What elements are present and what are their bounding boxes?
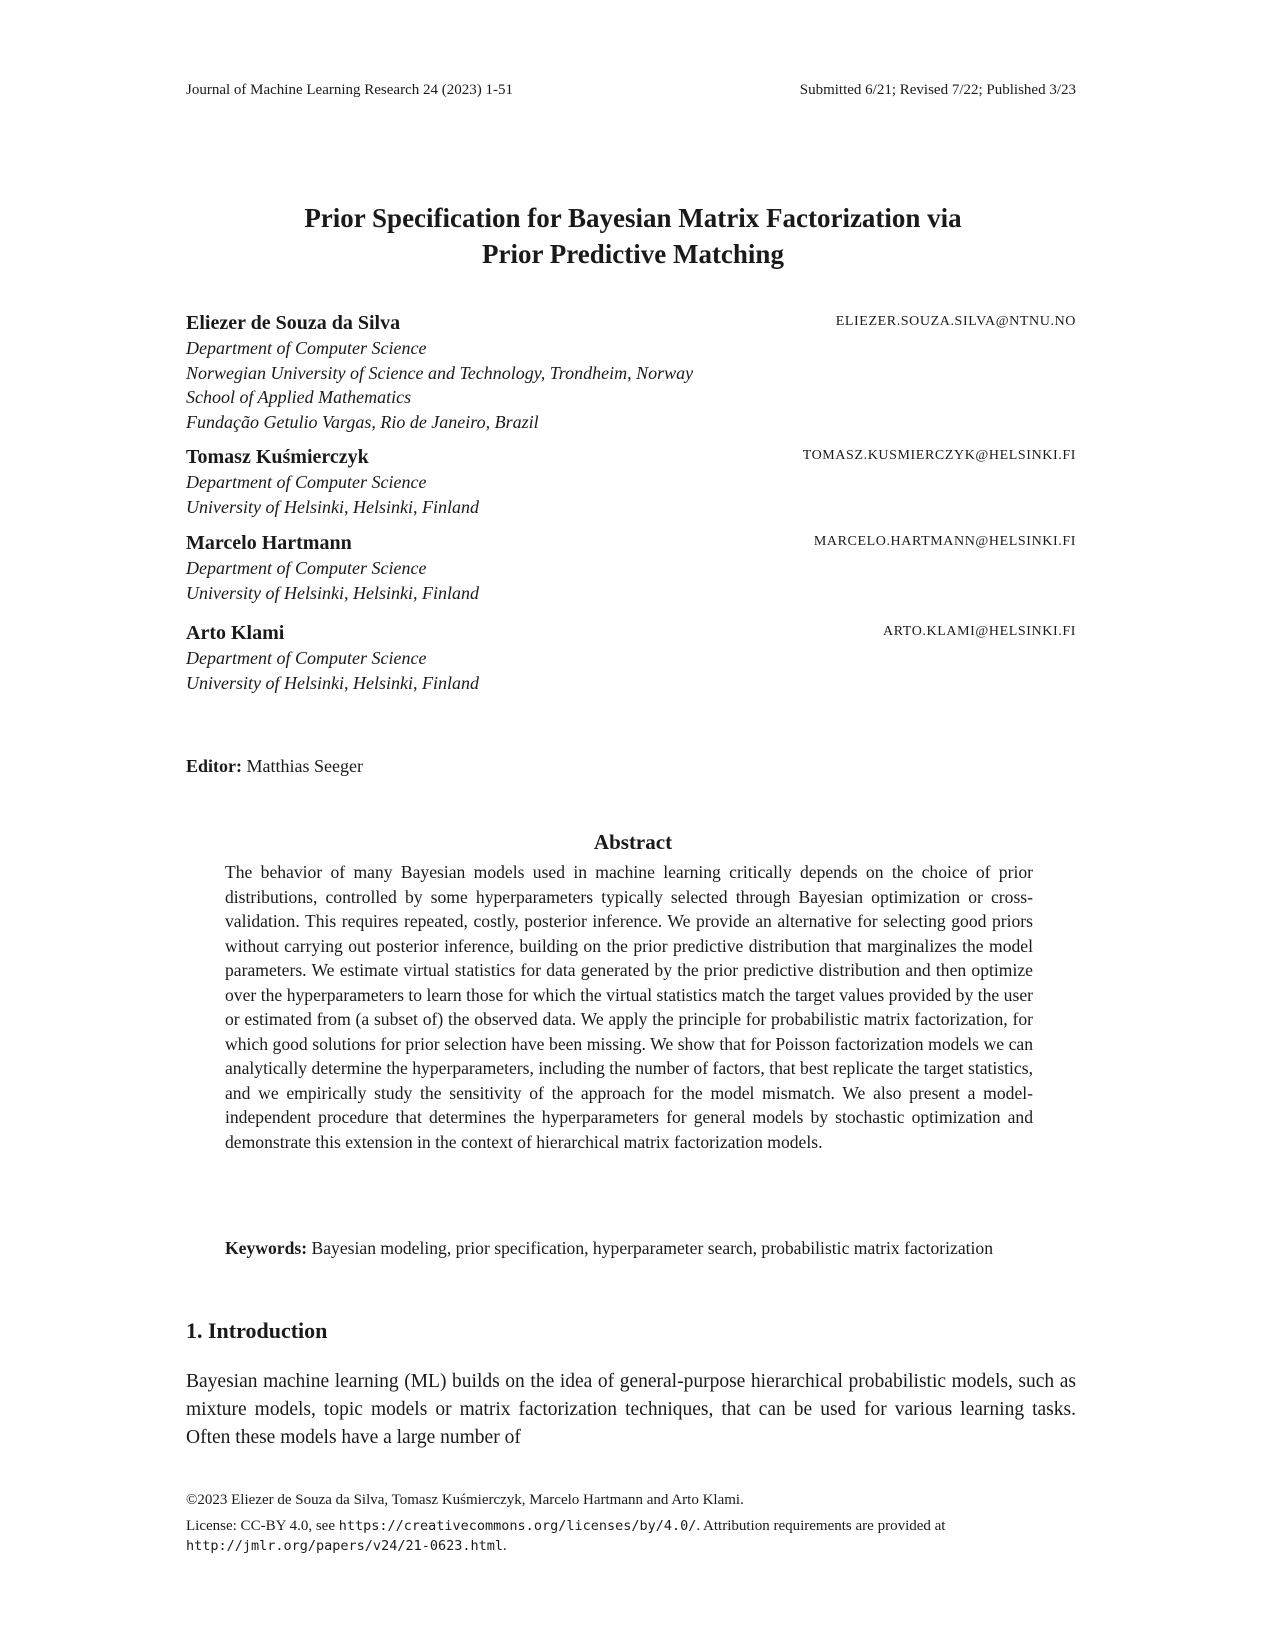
paper-title-line-2: Prior Predictive Matching <box>482 239 784 269</box>
author-affiliation: School of Applied Mathematics <box>186 387 412 407</box>
author-affiliation: Norwegian University of Science and Technology, Trondheim, Norway <box>186 362 694 383</box>
author-name: Tomasz Kuśmierczyk <box>186 446 369 468</box>
keywords-label: Keywords: <box>225 1238 308 1258</box>
author-affiliation: University of Helsinki, Helsinki, Finland <box>186 582 479 603</box>
abstract-text: The behavior of many Bayesian models used in machine learning critically depends on the choice of prior distributions, controlled by some hyperparameters typically selected through Bayesian optimization or cross-validation. This requires repeated, costly, posterior inference. We provide an alternative for selecting good priors without carrying out posterior inference, building on the prior predictive distribution that marginalizes the model parameters. We estimate virtual statistics for data generated by the prior predictive distribution and then optimize over the hyperparameters to learn those for which the virtual statistics match the target values provided by the user or estimated from (a subset of) the observed data. We apply the principle for probabilistic matrix factorization, for which good solutions for prior selection have been missing. We show that for Poisson factorization models we can analytically determine the hyperparameters, including the number of factors, that best replicate the target statistics, and we empirically study the sensitivity of the approach for the model mismatch. We also present a model-independent procedure that determines the hyperparameters for general models by stochastic optimization and demonstrate this extension in the context of hierarchical matrix factorization models. <box>225 862 1033 1152</box>
author-affiliation: Department of Computer Science <box>186 558 427 578</box>
author-block <box>186 620 1076 695</box>
editor-line <box>186 756 363 777</box>
author-block <box>186 444 1076 519</box>
copyright-notice: ©2023 Eliezer de Souza da Silva, Tomasz Kuśmierczyk, Marcelo Hartmann and Arto Klami. <box>186 1492 744 1508</box>
license-prefix: License: CC-BY 4.0, see <box>186 1518 335 1534</box>
author-email[interactable]: MARCELO.HARTMANN@HELSINKI.FI <box>813 534 1076 549</box>
license-mid: . Attribution requirements are provided at <box>696 1518 946 1534</box>
author-email[interactable]: TOMASZ.KUSMIERCZYK@HELSINKI.FI <box>802 448 1076 463</box>
keywords-text: Bayesian modeling, prior specification, hyperparameter search, probabilistic matrix factorization <box>311 1238 994 1258</box>
author-affiliation: Department of Computer Science <box>186 338 427 358</box>
keywords-line <box>225 1236 1033 1261</box>
abstract-heading: Abstract <box>593 830 673 854</box>
paper-title <box>150 200 1116 272</box>
license-end: . <box>502 1538 507 1554</box>
editor-name: Matthias Seeger <box>246 756 363 776</box>
running-header-dates: Submitted 6/21; Revised 7/22; Published 3/23 <box>799 82 1076 98</box>
author-affiliation: Fundação Getulio Vargas, Rio de Janeiro, Brazil <box>186 411 539 432</box>
editor-label: Editor: <box>186 756 242 776</box>
introduction-text: Bayesian machine learning (ML) builds on the idea of general-purpose hierarchical probabilistic models, such as mixture models, topic models or matrix factorization techniques, that can be used for various learning tasks. Often these models have a large number of <box>186 1371 1076 1448</box>
license-link[interactable]: https://creativecommons.org/licenses/by/4.0/ <box>338 1518 697 1534</box>
running-header-journal: Journal of Machine Learning Research 24 (2023) 1-51 <box>186 82 513 98</box>
author-block <box>186 310 1076 434</box>
author-name: Arto Klami <box>186 622 285 644</box>
author-name: Marcelo Hartmann <box>186 532 352 554</box>
author-affiliation: University of Helsinki, Helsinki, Finland <box>186 672 479 693</box>
paper-link[interactable]: http://jmlr.org/papers/v24/21-0623.html <box>186 1538 503 1554</box>
author-block <box>186 530 1076 605</box>
paper-title-line-1: Prior Specification for Bayesian Matrix Factorization via <box>304 203 962 233</box>
author-email[interactable]: ARTO.KLAMI@HELSINKI.FI <box>883 624 1076 639</box>
author-name: Eliezer de Souza da Silva <box>186 312 401 334</box>
author-email[interactable]: ELIEZER.SOUZA.SILVA@NTNU.NO <box>835 314 1076 329</box>
section-heading-introduction: 1. Introduction <box>186 1318 328 1343</box>
license-notice <box>186 1516 1076 1556</box>
author-affiliation: Department of Computer Science <box>186 648 427 668</box>
author-affiliation: University of Helsinki, Helsinki, Finland <box>186 496 479 517</box>
author-affiliation: Department of Computer Science <box>186 472 427 492</box>
